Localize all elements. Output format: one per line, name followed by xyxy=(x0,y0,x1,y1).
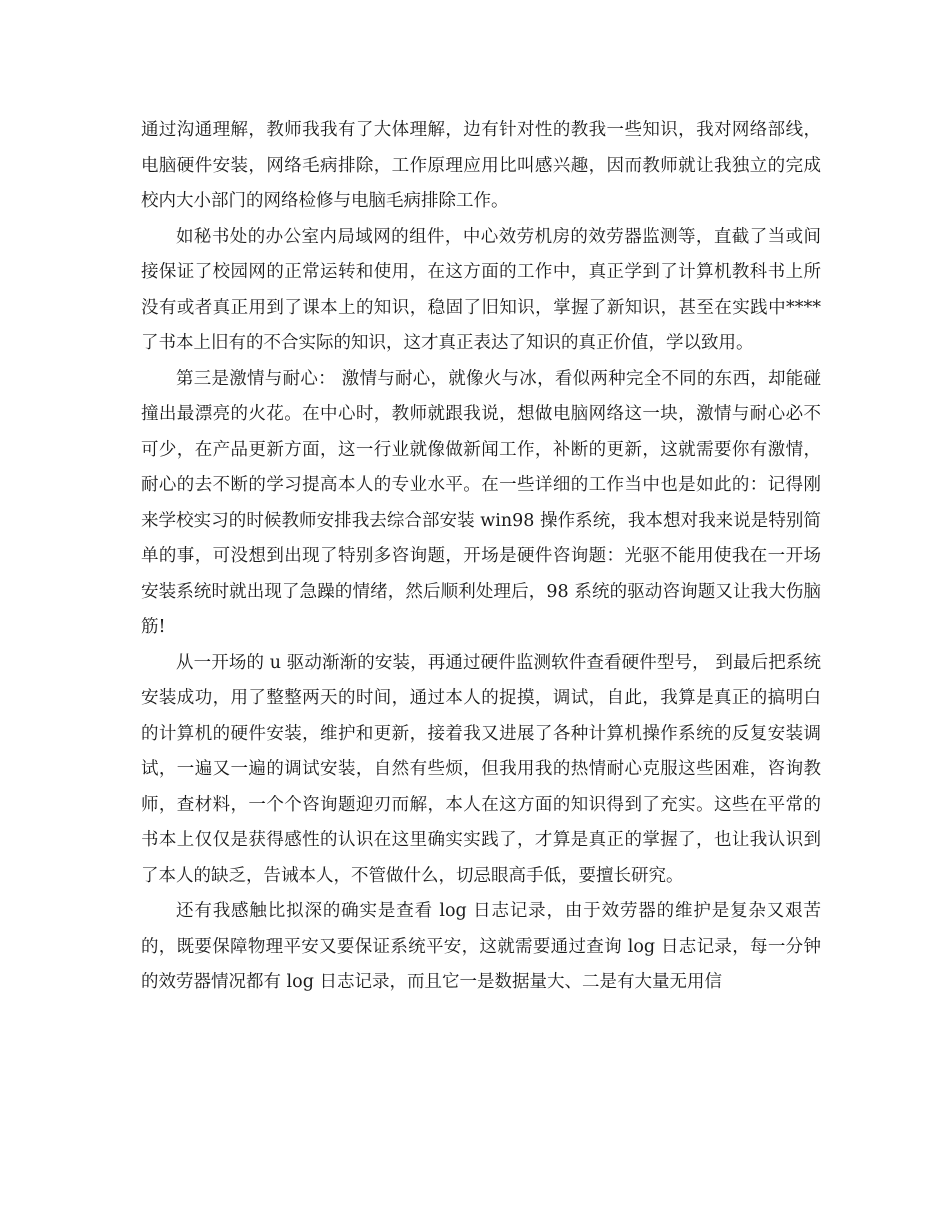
paragraph-1: 通过沟通理解，教师我我有了大体理解，边有针对性的教我一些知识，我对网络部线，电脑硬件安装，网络毛病排除，工作原理应用比叫感兴趣，因而教师就让我独立的完成校内大小部门的网络检修与电脑毛病排除工作。 xyxy=(141,120,821,211)
paragraph-5: 还有我感触比拟深的确实是查看 log 日志记录，由于效劳器的维护是复杂又艰苦的，既要保障物理平安又要保证系统平安，这就需要通过查询 log 日志记录，每一分钟的效劳器情况都有 log 日志记录，而且它一是数据量大、二是有大量无用信 xyxy=(141,901,821,992)
document-body xyxy=(141,113,821,1001)
paragraph-4: 从一开场的 u 驱动渐渐的安装，再通过硬件监测软件查看硬件型号， 到最后把系统安装成功，用了整整两天的时间，通过本人的捉摸，调试，自此，我算是真正的搞明白的计算机的硬件安装，维护和更新，接着我又进展了各种计算机操作系统的反复安装调试，一遍又一遍的调试安装，自然有些烦，但我用我的热情耐心克服这些困难，咨询教师，查材料，一个个咨询题迎刃而解，本人在这方面的知识得到了充实。这些在平常的书本上仅仅是获得感性的认识在这里确实实践了，才算是真正的掌握了，也让我认识到了本人的缺乏，告诫本人，不管做什么，切忌眼高手低，要擅长研究。 xyxy=(141,652,821,886)
paragraph-2: 如秘书处的办公室内局域网的组件，中心效劳机房的效劳器监测等，直截了当或间接保证了校园网的正常运转和使用，在这方面的工作中，真正学到了计算机教科书上所没有或者真正用到了课本上的知识，稳固了旧知识，掌握了新知识，甚至在实践中****了书本上旧有的不合实际的知识，这才真正表达了知识的真正价值，学以致用。 xyxy=(141,226,821,353)
paragraph-3: 第三是激情与耐心： 激情与耐心，就像火与冰，看似两种完全不同的东西，却能碰撞出最漂亮的火花。在中心时，教师就跟我说，想做电脑网络这一块，激情与耐心必不可少，在产品更新方面，这一行业就像做新闻工作，补断的更新，这就需要你有激情，耐心的去不断的学习提高本人的专业水平。在一些详细的工作当中也是如此的：记得刚来学校实习的时候教师安排我去综合部安装 win98 操作系统，我本想对我来说是特别简单的事，可没想到出现了特别多咨询题，开场是硬件咨询题：光驱不能用使我在一开场安装系统时就出现了急躁的情绪，然后顺利处理后，98 系统的驱动咨询题又让我大伤脑筋! xyxy=(141,368,821,637)
